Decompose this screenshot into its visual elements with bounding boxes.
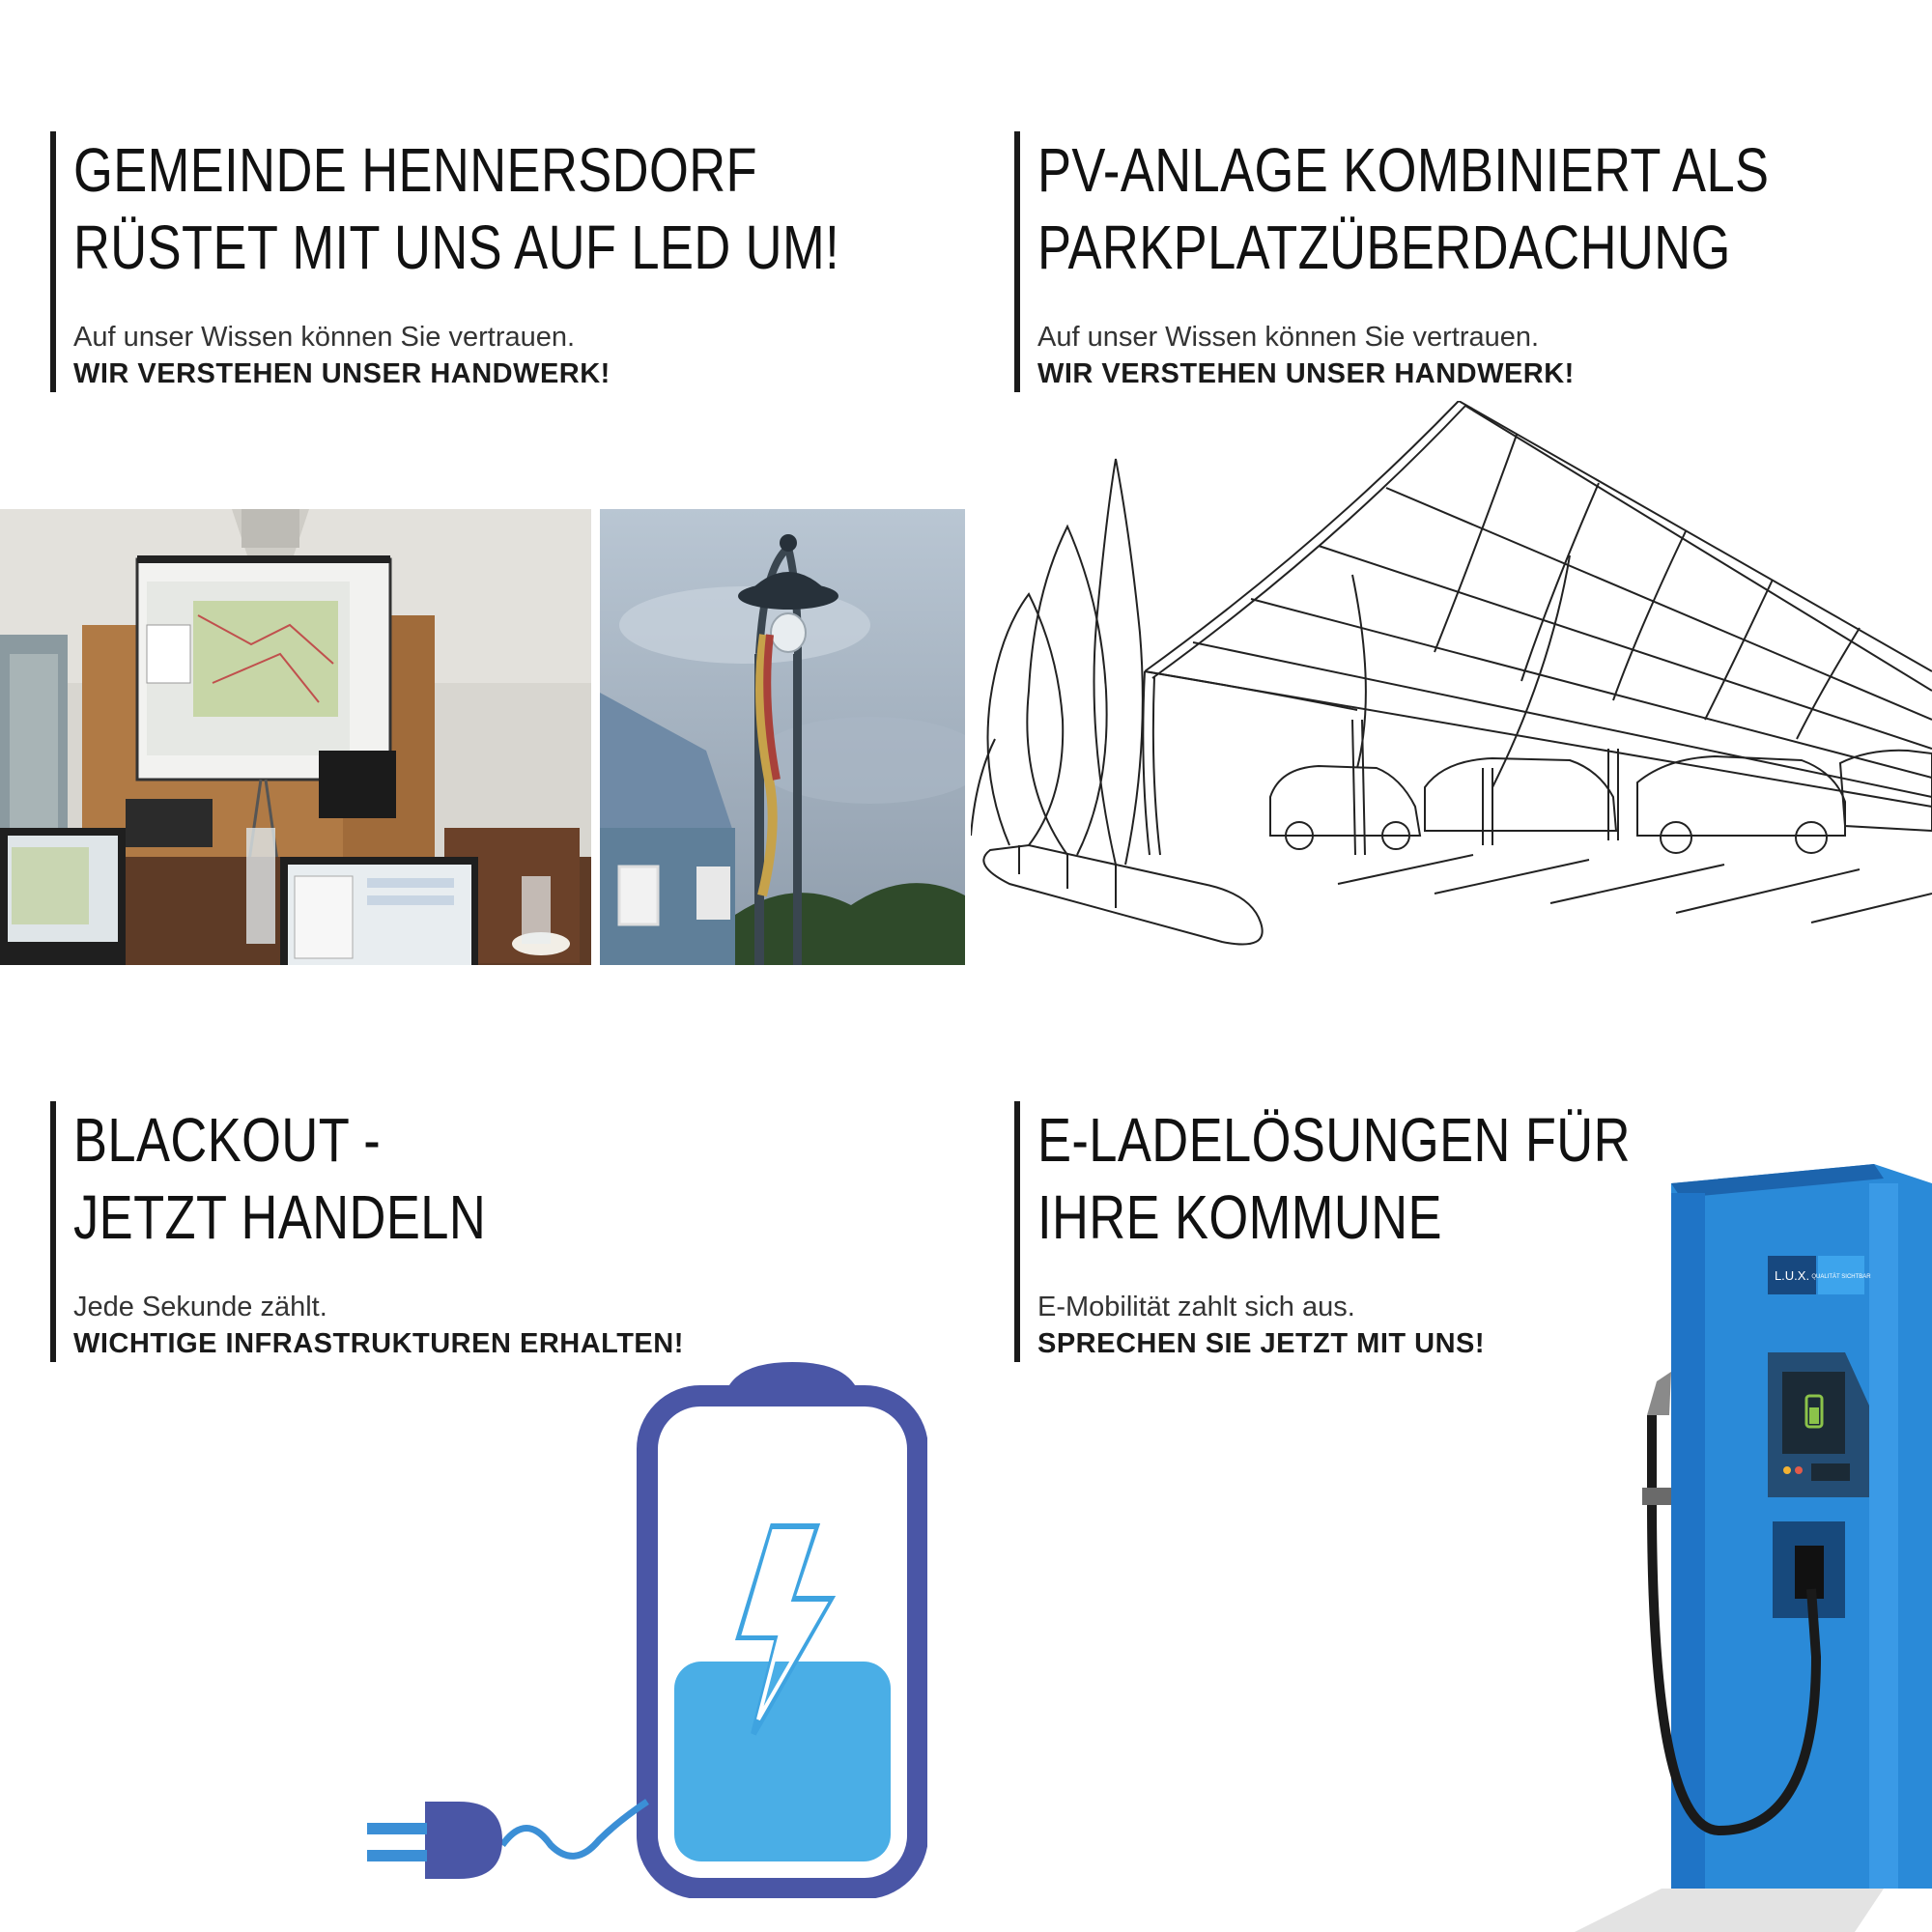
section-subtitle: Auf unser Wissen können Sie vertrauen.: [73, 322, 576, 353]
brand-tagline: QUALITÄT SICHTBAR: [1811, 1274, 1871, 1280]
section-blackout: [50, 1101, 920, 1362]
section-subtitle: E-Mobilität zahlt sich aus.: [1037, 1292, 1355, 1322]
charger-shadow: [1575, 1889, 1884, 1932]
section-pv-carport: [1014, 131, 1884, 392]
section-led-hennersdorf: [50, 131, 920, 392]
section-title: GEMEINDE HENNERSDORF RÜSTET MIT UNS AUF LED UM!: [73, 135, 840, 282]
section-cta: SPRECHEN SIE JETZT MIT UNS!: [1037, 1328, 1486, 1359]
section-subtitle: Jede Sekunde zählt.: [73, 1292, 327, 1322]
street-lamp-photo: [600, 509, 965, 965]
brand-logo: L.U.X.: [1774, 1268, 1810, 1283]
section-title: E-LADELÖSUNGEN FÜR IHRE KOMMUNE: [1037, 1105, 1631, 1252]
section-subtitle: Auf unser Wissen können Sie vertrauen.: [1037, 322, 1540, 353]
section-cta: WIR VERSTEHEN UNSER HANDWERK!: [1037, 358, 1575, 389]
battery-icon: [367, 1357, 927, 1898]
section-cta: WIR VERSTEHEN UNSER HANDWERK!: [73, 358, 611, 389]
section-title: BLACKOUT - JETZT HANDELN: [73, 1105, 487, 1252]
section-cta: WICHTIGE INFRASTRUKTUREN ERHALTEN!: [73, 1328, 684, 1359]
plug-icon: [367, 1802, 647, 1879]
charging-nozzle: [1647, 1372, 1671, 1415]
charging-station-icon: [1565, 1154, 1932, 1932]
battery-fill-level: [674, 1662, 891, 1861]
pv-carport-illustration: [971, 401, 1932, 961]
meeting-room-photo: [0, 509, 591, 965]
section-title: PV-ANLAGE KOMBINIERT ALS PARKPLATZÜBERDACHUNG: [1037, 135, 1770, 282]
